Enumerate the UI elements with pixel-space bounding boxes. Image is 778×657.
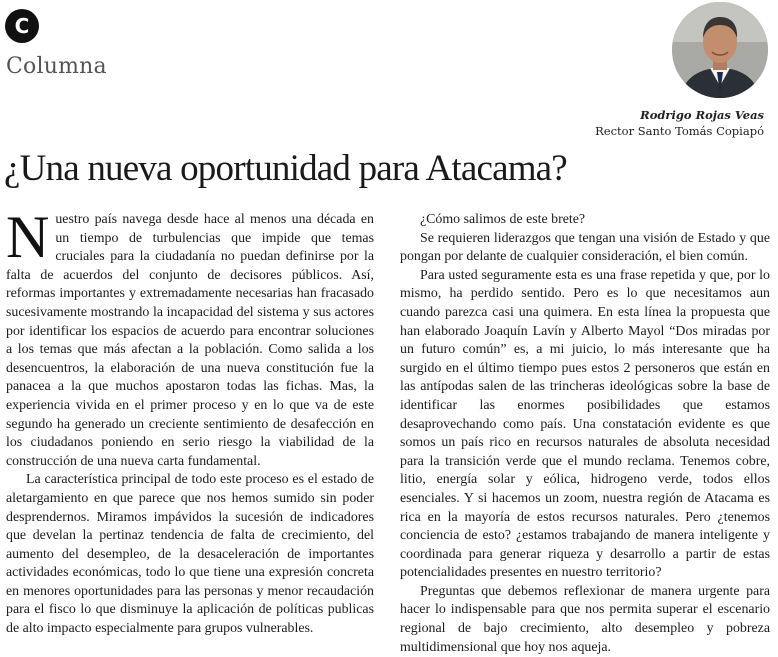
paragraph: Se requieren liderazgos que tengan una visión de Estado y que pongan por delante de cualquier consideración, el bien común. <box>400 230 770 265</box>
paragraph: La característica principal de todo este proceso es el estado de aletargamiento en que parece que nos hemos sumido sin poder desprendernos. Miramos impávidos la sucesión de indicadores que develan la pertinaz tendencia de falta de crecimiento, del aumento del desempleo, de la desaceleración de importantes actividades económicas, todo lo que tiene una expresión concreta en menores oportunidades para las personas y menor recaudación para el fisco lo que disminuye la aplicación de políticas publicas de alto impacto especialmente para grupos vulnerables. <box>6 472 374 637</box>
article-title: ¿Una nueva oportunidad para Atacama? <box>4 148 567 189</box>
article-column-left <box>6 204 374 639</box>
author-block <box>595 107 764 139</box>
paragraph: Preguntas que debemos reflexionar de manera urgente para hacer lo indispensable para que nos permita superar el escenario regional de bajo crecimiento, alto desempleo y pobreza multidimensional que hoy nos aqueja. <box>400 583 770 655</box>
column-badge: C <box>5 9 39 43</box>
section-label: Columna <box>6 54 107 79</box>
paragraph <box>6 204 374 471</box>
author-photo <box>672 2 768 98</box>
paragraph-text: uestro país navega desde hace al menos una década en un tiempo de turbulencias que impide que temas cruciales para la ciudadanía no puedan definirse por la falta de acuerdos del conjunto de decisores públicos. Así, reformas importantes y extremadamente necesarias han fracasado sucesivamente mostrando la incapacidad del sistema y sus actores por identificar los espacios de acuerdo para encontrar soluciones a los temas que más afectan a la población. Como salida a los desencuentros, la elaboración de una nueva constitución fue la panacea a la que muchos apostaron todas las fichas. Mas, la experiencia vivida en el primer proceso y en lo que va de este segundo ha generado un creciente sentimiento de desafección en los ciudadanos poniendo en serio riesgo la viabilidad de la construcción de una nueva carta fundamental. <box>6 212 374 469</box>
author-name: Rodrigo Rojas Veas <box>640 108 764 122</box>
drop-cap: N <box>6 204 50 270</box>
author-portrait-icon <box>672 2 768 98</box>
article-column-right <box>400 211 770 657</box>
author-role: Rector Santo Tomás Copiapó <box>595 124 764 138</box>
paragraph: Para usted seguramente esta es una frase repetida y que, por lo mismo, ha perdido sentido. Pero es lo que necesitamos aun cuando parezca casi una quimera. En esta línea la propuesta que han elaborado Joaquín Lavín y Alberto Mayol “Dos miradas por un futuro común” es, a mi juicio, lo más interesante que ha surgido en el último tiempo pues estos 2 personeros que están en las antípodas salen de las trincheras ideológicas sobre la base de identificar las enormes posibilidades que estamos desaprovechando como país. Una constatación evidente es que somos un país rico en recursos naturales de absoluta necesidad para la transición verde que el mundo reclama. Tenemos cobre, litio, energía solar y eólica, hidrogeno verde, todos ellos esenciales. Y si hacemos un zoom, nuestra región de Atacama es rica en la mayoría de estos recursos naturales. Pero ¿tenemos conciencia de esto? ¿estamos trabajando de manera inteligente y coordinada para generar riqueza y desarrollo a partir de estas potencialidades presentes en nuestro territorio? <box>400 267 770 581</box>
paragraph: ¿Cómo salimos de este brete? <box>420 212 586 227</box>
